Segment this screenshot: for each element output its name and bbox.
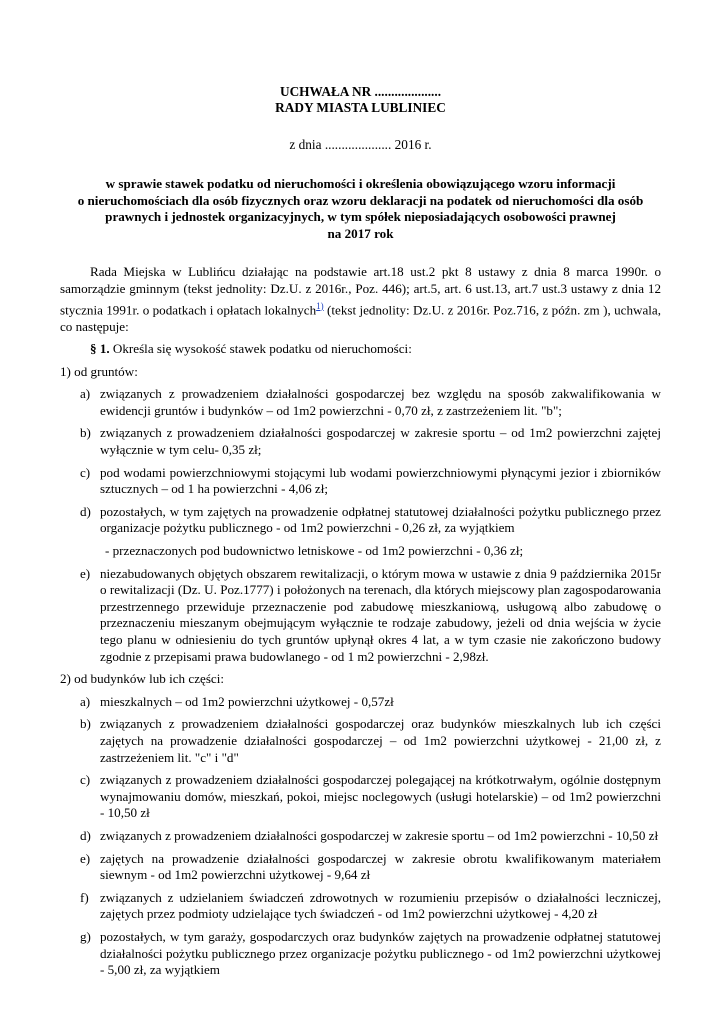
item-label: e)	[80, 565, 91, 581]
land-item-d-exception: - przeznaczonych pod budownictwo letniskowe - od 1m2 powierzchni - 0,36 zł;	[105, 543, 524, 559]
land-item-d	[60, 504, 661, 537]
footnote-link[interactable]: 1)	[316, 300, 324, 311]
subject-line-1: w sprawie stawek podatku od nieruchomości i określenia obowiązującego wzoru informacji	[105, 176, 616, 191]
item-text: związanych z udzielaniem świadczeń zdrowotnych w rozumieniu przepisów o działalności leczniczej, zajętych przez podmioty udzielające tych świadczeń - od 1m2 powierzchni użytkowej - 4,20 zł	[100, 889, 661, 922]
buildings-item-c	[60, 772, 661, 822]
item-label: d)	[80, 503, 91, 519]
item-text: pozostałych, w tym garaży, gospodarczych oraz budynków zajętych na prowadzenie odpłatnej statutowej działalności pożytku publicznego przez organizacje pożytku publicznego - od 1m2 powierzchni użytkowej - 5,00 zł, za wyjątkiem	[100, 928, 661, 978]
section-1-label: § 1.	[90, 341, 110, 357]
buildings-item-g	[60, 929, 661, 979]
item-label: e)	[80, 850, 91, 866]
item-label: b)	[80, 716, 91, 732]
resolution-date: z dnia .................... 2016 r.	[289, 137, 432, 152]
item-text: pozostałych, w tym zajętych na prowadzenie odpłatnej statutowej działalności pożytku publicznego przez organizacje pożytku publicznego - od 1m2 powierzchni - 0,26 zł, za wyjątkiem	[100, 503, 661, 536]
item-label: c)	[80, 464, 91, 480]
item-label: a)	[80, 693, 91, 709]
buildings-heading: 2) od budynków lub ich części:	[60, 671, 224, 687]
item-text: związanych z prowadzeniem działalności gospodarczej bez względu na sposób zakwalifikowania w ewidencji gruntów i budynków – od 1m2 powierzchni - 0,70 zł, z zastrzeżeniem lit. "b";	[100, 386, 661, 418]
resolution-number: UCHWAŁA NR ....................	[279, 84, 442, 99]
section-1	[60, 341, 661, 358]
item-text: związanych z prowadzeniem działalności gospodarczej w zakresie sportu – od 1m2 powierzchni zajętej wyłącznie w tym celu- 0,35 zł;	[100, 425, 661, 458]
preamble-text: Rada Miejska w Lublińcu działając na podstawie art.18 ust.2 pkt 8 ustawy z dnia 8 marca 1990r. o samorządzie gminnym (tekst jednolity: Dz.U. z 2016r., Poz. 446); art.5, art. 6 ust.13, art.7 ust.3 ustawy z dnia 12 stycznia 1991r. o podatkach i opłatach lokalnych	[60, 264, 661, 317]
subject-line-4: na 2017 rok	[327, 225, 394, 241]
item-label: d)	[80, 827, 91, 843]
land-item-b	[60, 425, 661, 458]
land-item-c	[60, 465, 661, 498]
land-heading: 1) od gruntów:	[60, 363, 138, 379]
item-text: zajętych na prowadzenie działalności gospodarczej w zakresie obrotu kwalifikowanym materiałem siewnym - od 1m2 powierzchni użytkowej - 9,64 zł	[100, 850, 661, 883]
subject-line-3: prawnych i jednostek organizacyjnych, w tym spółek nieposiadających osobowości prawnej	[105, 209, 616, 225]
subject-line-2: o nieruchomościach dla osób fizycznych oraz wzoru deklaracji na podatek od nieruchomości dla osób	[77, 192, 644, 208]
preamble	[60, 264, 661, 335]
buildings-item-b	[60, 716, 661, 766]
buildings-item-a	[60, 694, 661, 711]
item-label: a)	[80, 386, 91, 402]
item-text: związanych z prowadzeniem działalności gospodarczej oraz budynków mieszkalnych lub ich części zajętych na prowadzenie działalności gospodarczej – od 1m2 powierzchni użytkowej - 21,00 zł, z zastrzeżeniem lit. "c" i "d"	[100, 716, 661, 765]
council-name: RADY MIASTA LUBLINIEC	[275, 100, 446, 115]
item-text: mieszkalnych – od 1m2 powierzchni użytkowej - 0,57zł	[100, 693, 394, 709]
item-text: niezabudowanych objętych obszarem rewitalizacji, o którym mowa w ustawie z dnia 9 października 2015r o rewitalizacji (Dz. U. Poz.1777) i położonych na terenach, dla których miejscowy plan zagospodarowania przestrzennego przewiduje przeznaczenie pod zabudowę mieszkaniową, usługową albo zabudowę o przeznaczeniu mieszanym obejmującym wyłącznie te rodzaje zabudowy, jeżeli od dnia wejścia w życie tego planu w odniesieniu do tych gruntów upłynął okres 4 lat, a w tym czasie nie zakończono budowy zgodnie z przepisami prawa budowlanego - od 1 m2 powierzchni - 2,98zł.	[100, 565, 661, 664]
buildings-item-f	[60, 890, 661, 923]
item-text: związanych z prowadzeniem działalności gospodarczej w zakresie sportu – od 1m2 powierzchni - 10,50 zł	[100, 827, 659, 843]
land-item-a	[60, 386, 661, 419]
buildings-item-d	[60, 828, 661, 845]
resolution-header	[60, 84, 661, 116]
item-text: pod wodami powierzchniowymi stojącymi lub wodami powierzchniowymi płynącymi jezior i zbiorników sztucznych – od 1 ha powierzchni - 4,06 zł;	[100, 464, 661, 497]
buildings-item-e	[60, 851, 661, 884]
item-label: g)	[80, 928, 91, 944]
land-item-e	[60, 566, 661, 666]
item-label: b)	[80, 425, 91, 441]
preamble-text-end: (tekst jednolity: Dz.U. z 2016r. Poz.716, z późn. zm ), uchwala, co następuje:	[60, 301, 661, 334]
item-label: f)	[80, 889, 89, 905]
item-label: c)	[80, 772, 91, 788]
section-1-text: Określa się wysokość stawek podatku od nieruchomości:	[109, 341, 412, 357]
resolution-subject	[60, 176, 661, 242]
item-text: związanych z prowadzeniem działalności gospodarczej polegającej na krótkotrwałym, ogólnie dostępnym wynajmowaniu domów, mieszkań, pokoi, miejsc noclegowych (usługi hotelarskie) – od 1m2 powierzchni - 10,50 zł	[100, 772, 661, 821]
